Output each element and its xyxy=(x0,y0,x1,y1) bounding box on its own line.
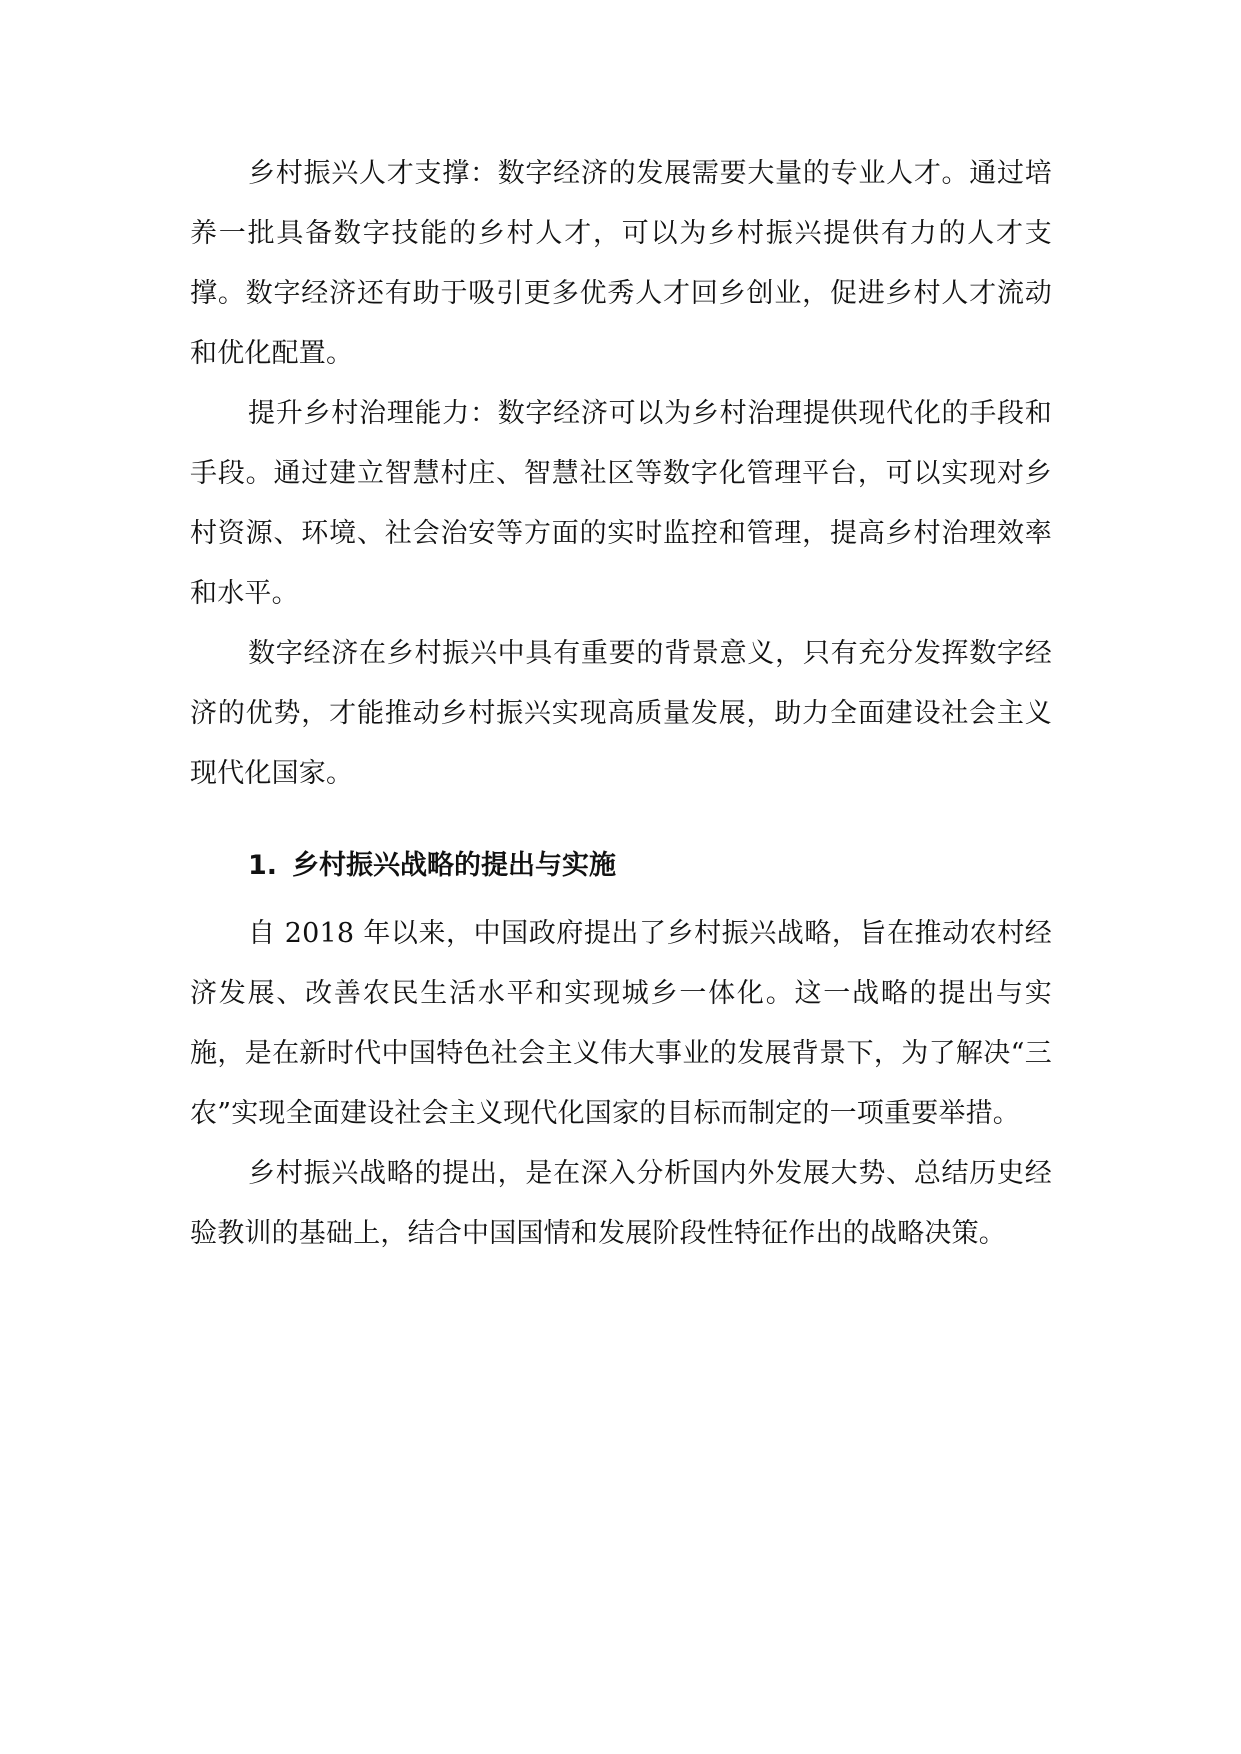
paragraph-strategy-decision: 乡村振兴战略的提出，是在深入分析国内外发展大势、总结历史经验教训的基础上，结合中国国情和发展阶段性特征作出的战略决策。 xyxy=(190,1158,1052,1249)
document-body xyxy=(190,144,1052,1264)
section-heading xyxy=(190,836,1052,896)
section-title: 乡村振兴战略的提出与实施 xyxy=(292,850,616,881)
paragraph-governance: 提升乡村治理能力：数字经济可以为乡村治理提供现代化的手段和手段。通过建立智慧村庄、智慧社区等数字化管理平台，可以实现对乡村资源、环境、社会治安等方面的实时监控和管理，提高乡村治理效率和水平。 xyxy=(190,398,1052,609)
paragraph-significance: 数字经济在乡村振兴中具有重要的背景意义，只有充分发挥数字经济的优势，才能推动乡村振兴实现高质量发展，助力全面建设社会主义现代化国家。 xyxy=(190,638,1052,789)
section-number: 1. xyxy=(248,850,278,881)
paragraph-strategy-since-2018: 自 2018 年以来，中国政府提出了乡村振兴战略，旨在推动农村经济发展、改善农民生活水平和实现城乡一体化。这一战略的提出与实施，是在新时代中国特色社会主义伟大事业的发展背景下，为了解决“三农”实现全面建设社会主义现代化国家的目标而制定的一项重要举措。 xyxy=(190,918,1052,1129)
paragraph-talent-support: 乡村振兴人才支撑：数字经济的发展需要大量的专业人才。通过培养一批具备数字技能的乡村人才，可以为乡村振兴提供有力的人才支撑。数字经济还有助于吸引更多优秀人才回乡创业，促进乡村人才流动和优化配置。 xyxy=(190,158,1052,369)
